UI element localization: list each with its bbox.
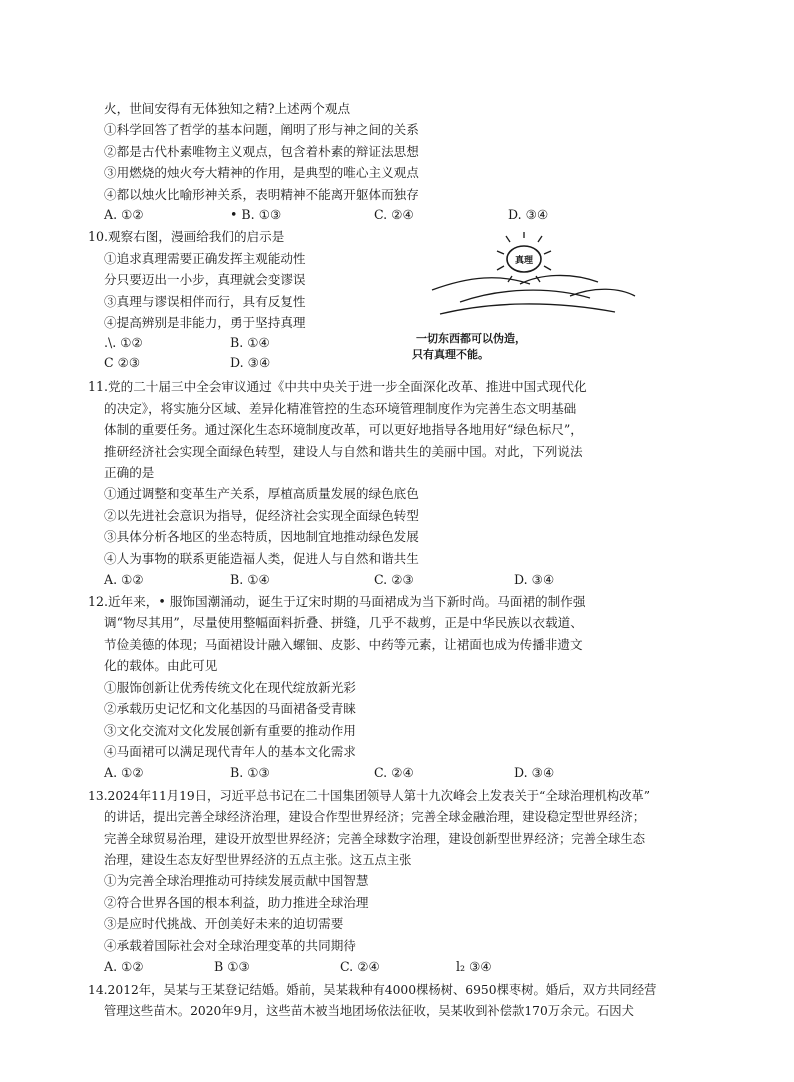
q9-item-2: ②都是古代朴素唯物主义观点，包含着朴素的辩证法思想	[104, 144, 419, 159]
q10-item-3: ③真理与谬误相伴而行，具有反复性	[104, 294, 306, 309]
q11-item-4: ④人为事物的联系更能造福人类，促进人与自然和谐共生	[104, 551, 419, 566]
sun-label: 真理	[514, 256, 534, 266]
q10-item-4: ④提高辨别是非能力，勇于坚持真理	[104, 315, 306, 330]
hills-icon	[432, 275, 635, 314]
q13-item-3: ③是应时代挑战、开创美好未来的迫切需要	[104, 916, 344, 931]
q13-line-2: 的讲话，提出完善全球经济治理，建设合作型世界经济；完善全球金融治理，建设稳定型世界经济；	[104, 810, 646, 824]
q11-option-a: A. ①②	[104, 572, 144, 587]
q12-item-3: ③文化交流对文化发展创新有重要的推动作用	[104, 723, 356, 738]
q13-line-3: 完善全球贸易治理，建设开放型世界经济；完善全球数字治理，建设创新型世界经济；完善全球生态	[104, 832, 646, 846]
q10-option-b: B. ①④	[230, 335, 270, 350]
q12-option-d: D. ③④	[514, 765, 555, 780]
q13-option-c: C. ②④	[340, 959, 380, 974]
q10-option-c: C ②③	[104, 355, 141, 370]
q9-option-a: A. ①②	[104, 207, 144, 222]
q11-option-b: B. ①④	[230, 572, 270, 587]
q13-item-4: ④承载着国际社会对全球治理变革的共同期待	[104, 938, 356, 953]
q12-line-4: 化的载体。由此可见	[104, 658, 218, 673]
cartoon-caption-line2: 只有真理不能。	[412, 348, 489, 361]
q10-option-a: .\. ①②	[104, 335, 143, 350]
q13-option-b: B ①③	[214, 959, 250, 974]
cartoon-caption-line1: 一切东西都可以伪造，	[416, 332, 526, 345]
q13-item-1: ①为完善全球治理推动可持续发展贡献中国智慧	[104, 873, 369, 888]
q10-item-1: ①追求真理需要正确发挥主观能动性	[104, 251, 306, 266]
q11-line-5: 正确的是	[104, 465, 155, 480]
q12-item-1: ①服饰创新让优秀传统文化在现代绽放新光彩	[104, 680, 356, 695]
q13-line-1: 13.2024年11月19日，习近平总书记在二十国集团领导人第十九次峰会上发表关于“全球治理机构改革”	[88, 789, 651, 803]
q12-line-2: 调“物尽其用”，尽量使用整幅面料折叠、拼缝，几乎不裁剪，正是中华民族以衣载道、	[104, 615, 583, 630]
q13-line-4: 治理，建设生态友好型世界经济的五点主张。这五点主张	[104, 853, 412, 867]
q9-item-3: ③用燃烧的烛火夸大精神的作用，是典型的唯心主义观点	[104, 165, 419, 180]
q12-option-a: A. ①②	[104, 765, 144, 780]
q11-option-d: D. ③④	[514, 572, 555, 587]
q12-item-4: ④马面裙可以满足现代青年人的基本文化需求	[104, 744, 356, 759]
q9-stem-tail: 火，世间安得有无体独知之精?上述两个观点	[104, 101, 351, 116]
q13-item-2: ②符合世界各国的根本利益，助力推进全球治理	[104, 895, 369, 910]
cartoon-illustration	[412, 232, 670, 362]
q11-line-4: 推研经济社会实现全面绿色转型，建设人与自然和谐共生的美丽中国。对此，下列说法	[104, 444, 583, 459]
q14-line-1: 14.2012年，吴某与王某登记结婚。婚前，吴某栽种有4000棵杨树、6950棵枣树。婚后，双方共同经营	[88, 983, 657, 997]
q11-line-1: 11.党的二十届三中全会审议通过《中共中央关于进一步全面深化改革、推进中国式现代化	[88, 379, 587, 394]
q10-stem: 10.观察右图，漫画给我们的启示是	[88, 229, 285, 244]
q9-item-1: ①科学回答了哲学的基本问题，阐明了形与神之间的关系	[104, 122, 419, 137]
q11-item-1: ①通过调整和变革生产关系，厚植高质量发展的绿色底色	[104, 486, 419, 501]
q11-line-3: 体制的重要任务。通过深化生态环境制度改革，可以更好地指导各地用好“绿色标尺”，	[104, 422, 583, 437]
q9-option-b: • B. ①③	[230, 207, 282, 222]
q13-option-a: A. ①②	[104, 959, 144, 974]
q12-option-b: B. ①③	[230, 765, 270, 780]
q10-option-d: D. ③④	[230, 355, 271, 370]
q11-line-2: 的决定》，将实施分区域、差异化精准管控的生态环境管理制度作为完善生态文明基础	[104, 401, 577, 416]
q14-line-2: 管理这些苗木。2020年9月，这些苗木被当地团场依法征收，吴某收到补偿款170万余元。石因犬	[104, 1004, 634, 1018]
q9-item-4: ④都以烛火比喻形神关系，表明精神不能离开躯体而独存	[104, 187, 419, 202]
q9-option-c: C. ②④	[374, 207, 414, 222]
q9-option-d: D. ③④	[508, 207, 549, 222]
q10-item-2: 分只要迈出一小步，真理就会变谬误	[104, 272, 306, 287]
q12-item-2: ②承载历史记忆和文化基因的马面裙备受青睐	[104, 701, 356, 716]
q12-line-1: 12.近年来，• 服饰国潮涌动，诞生于辽宋时期的马面裙成为当下新时尚。马面裙的制作强	[88, 594, 586, 609]
q13-option-d: l₂ ③④	[456, 959, 492, 974]
q12-option-c: C. ②④	[374, 765, 414, 780]
q11-option-c: C. ②③	[374, 572, 414, 587]
q11-item-2: ②以先进社会意识为指导，促经济社会实现全面绿色转型	[104, 508, 419, 523]
q12-line-3: 节俭美德的体现；马面裙设计融入螺钿、皮影、中药等元素，让裙面也成为传播非遗文	[104, 637, 583, 652]
q11-item-3: ③具体分析各地区的坐态特质，因地制宜地推动绿色发展	[104, 529, 419, 544]
